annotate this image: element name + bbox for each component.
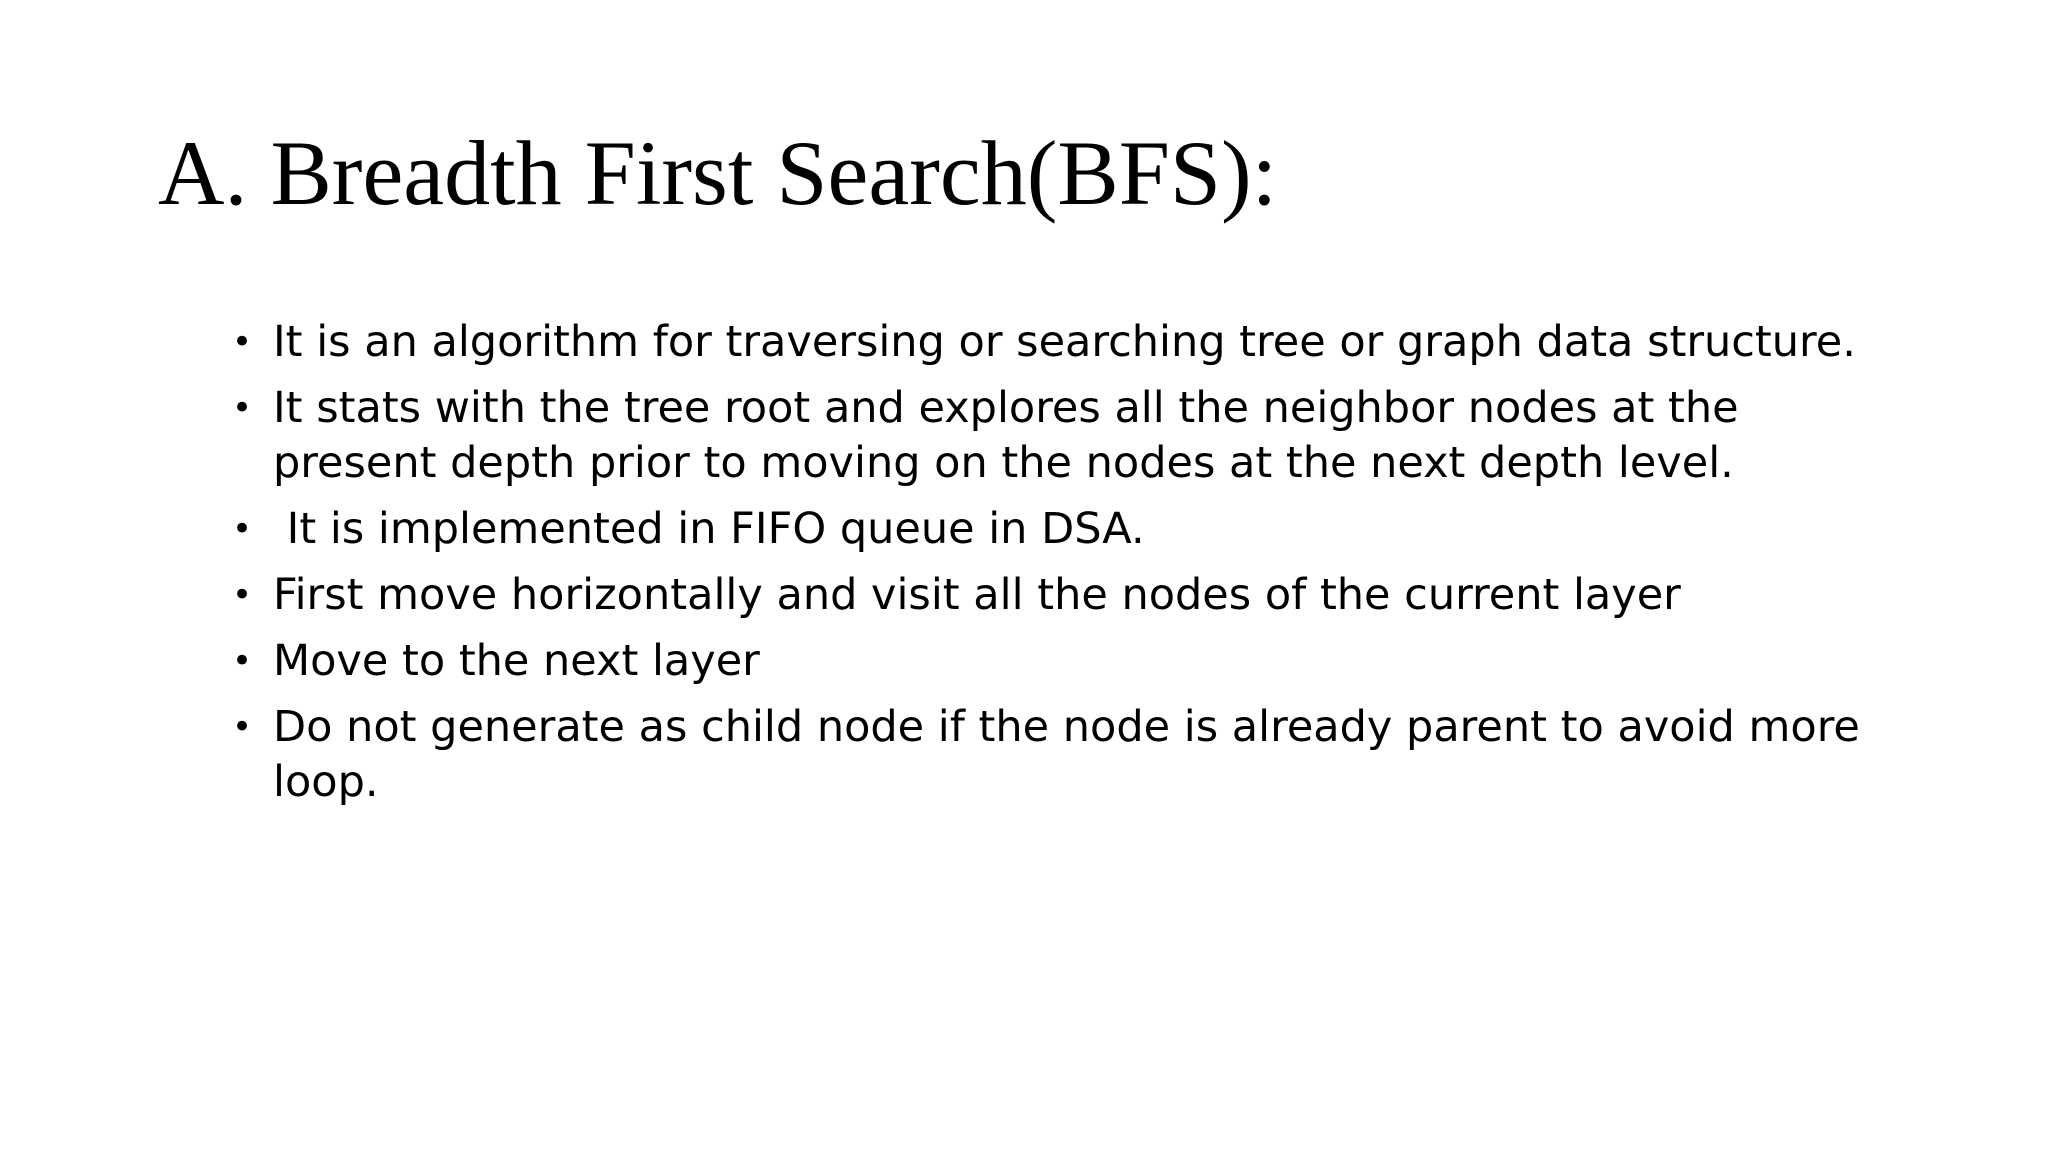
bullet-text: It stats with the tree root and explores all the neighbor nodes at the present depth prior to moving on the nodes at the next depth level. [273, 383, 1739, 488]
bullet-item [232, 315, 1872, 370]
bullet-text: It is implemented in FIFO queue in DSA. [273, 504, 1145, 554]
bullet-item [232, 700, 1872, 810]
bullet-icon: • [232, 575, 253, 615]
bullet-icon: • [232, 388, 253, 428]
bullet-item [232, 634, 1872, 689]
bullet-list [232, 315, 1872, 821]
bullet-item [232, 502, 1872, 557]
bullet-item [232, 568, 1872, 623]
bullet-text: Move to the next layer [273, 636, 760, 686]
bullet-item [232, 381, 1872, 491]
bullet-text: First move horizontally and visit all the nodes of the current layer [273, 570, 1681, 620]
slide-title: A. Breadth First Search(BFS): [158, 122, 1278, 224]
bullet-text: It is an algorithm for traversing or searching tree or graph data structure. [273, 317, 1856, 367]
bullet-icon: • [232, 707, 253, 747]
bullet-text: Do not generate as child node if the node is already parent to avoid more loop. [273, 702, 1860, 807]
bullet-icon: • [232, 641, 253, 681]
bullet-icon: • [232, 322, 253, 362]
bullet-icon: • [232, 509, 253, 549]
